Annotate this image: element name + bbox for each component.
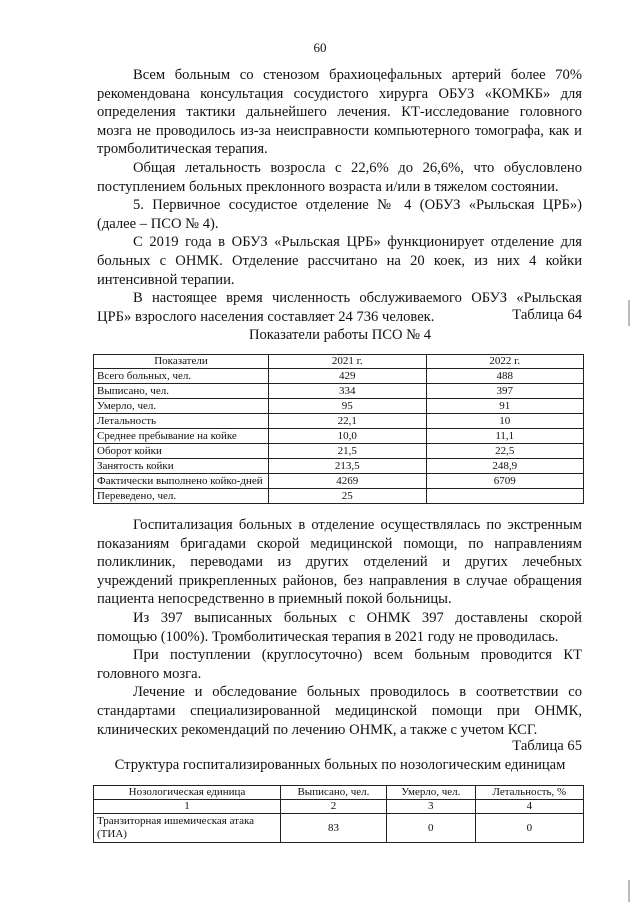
cell: Оборот койки bbox=[94, 444, 269, 459]
paragraph: Из 397 выписанных больных с ОНМК 397 доставлены скорой помощью (100%). Тромболитическая терапия в 2021 году не проводилась. bbox=[97, 609, 582, 645]
cell: 429 bbox=[269, 369, 427, 384]
paragraph: С 2019 года в ОБУЗ «Рыльская ЦРБ» функционирует отделение для больных с ОНМК. Отделение рассчитано на 20 коек, из них 4 койки интенсивной терапии. bbox=[97, 234, 582, 288]
page-number: 60 bbox=[313, 40, 327, 55]
cell: Выписано, чел. bbox=[94, 384, 269, 399]
table-row bbox=[94, 429, 584, 444]
cell: 334 bbox=[269, 384, 427, 399]
cell: Умерло, чел. bbox=[94, 399, 269, 414]
cell: 10,0 bbox=[269, 429, 427, 444]
cell: Всего больных, чел. bbox=[94, 369, 269, 384]
header-cell: 2022 г. bbox=[426, 355, 584, 369]
cell: 248,9 bbox=[426, 459, 584, 474]
paragraph: Всем больным со стенозом брахиоцефальных артерий более 70% рекомендована консультация сосудистого хирурга ОБУЗ «КОМКБ» для определения тактики дальнейшего лечения. КТ-исследование головного мозга не проводилось из-за неисправности компьютерного томографа, как и тромболитическая терапия. bbox=[97, 67, 582, 158]
cell: Среднее пребывание на койке bbox=[94, 429, 269, 444]
cell: 397 bbox=[426, 384, 584, 399]
table-header-row bbox=[94, 355, 584, 369]
cell: 22,5 bbox=[426, 444, 584, 459]
paragraph: При поступлении (круглосуточно) всем больным проводится КТ головного мозга. bbox=[97, 647, 582, 682]
header-cell: Нозологическая единица bbox=[94, 786, 281, 800]
text-block-middle bbox=[97, 516, 582, 739]
cell: 22,1 bbox=[269, 414, 427, 429]
paragraph: Лечение и обследование больных проводилось в соответствии со стандартами специализированной медицинской помощи при ОНМК, клинических рекомендаций по лечению ОНМК, а также с учетом КСГ. bbox=[97, 684, 582, 738]
header-cell: 2021 г. bbox=[269, 355, 427, 369]
paragraph: Общая летальность возросла с 22,6% до 26,6%, что обусловлено поступлением больных преклонного возраста и/или в тяжелом состоянии. bbox=[97, 159, 582, 195]
table-row bbox=[94, 399, 584, 414]
cell: 95 bbox=[269, 399, 427, 414]
cell: 2 bbox=[281, 800, 387, 814]
table-65-label: Таблица 65 bbox=[512, 738, 582, 754]
table-row bbox=[94, 489, 584, 504]
header-cell: Летальность, % bbox=[475, 786, 583, 800]
table-64 bbox=[93, 354, 584, 504]
cell: 1 bbox=[94, 800, 281, 814]
cell: 4269 bbox=[269, 474, 427, 489]
paragraph: 5. Первичное сосудистое отделение № 4 (ОБУЗ «Рыльская ЦРБ») (далее – ПСО № 4). bbox=[97, 197, 582, 232]
table-row bbox=[94, 459, 584, 474]
cell: 83 bbox=[281, 814, 387, 843]
header-cell: Выписано, чел. bbox=[281, 786, 387, 800]
cell: 213,5 bbox=[269, 459, 427, 474]
scan-margin-mark bbox=[628, 300, 630, 326]
table-64-title: Показатели работы ПСО № 4 bbox=[248, 327, 432, 343]
table-65 bbox=[93, 785, 584, 843]
table-row bbox=[94, 444, 584, 459]
table-row bbox=[94, 369, 584, 384]
table-row bbox=[94, 414, 584, 429]
scan-margin-mark bbox=[628, 880, 630, 902]
cell: 11,1 bbox=[426, 429, 584, 444]
table-64-label: Таблица 64 bbox=[512, 307, 582, 323]
cell: Занятость койки bbox=[94, 459, 269, 474]
paragraph: Госпитализация больных в отделение осуществлялась по экстренным показаниям бригадами скорой медицинской помощи, по направлениям поликлиник, переводами из других отделений и других лечебных учреждений прикрепленных районов, без направления в случае обращения пациента непосредственно в приемный покой больницы. bbox=[97, 517, 582, 608]
cell: 4 bbox=[475, 800, 583, 814]
cell: 0 bbox=[475, 814, 583, 843]
cell: 488 bbox=[426, 369, 584, 384]
cell: 25 bbox=[269, 489, 427, 504]
header-cell: Показатели bbox=[94, 355, 269, 369]
table-header-row bbox=[94, 786, 584, 800]
cell: 91 bbox=[426, 399, 584, 414]
table-row bbox=[94, 814, 584, 843]
text-block-top bbox=[97, 66, 582, 326]
table-row bbox=[94, 384, 584, 399]
cell: Транзиторная ишемическая атака (ТИА) bbox=[94, 814, 281, 843]
cell: 6709 bbox=[426, 474, 584, 489]
header-cell: Умерло, чел. bbox=[386, 786, 475, 800]
cell: Фактически выполнено койко-дней bbox=[94, 474, 269, 489]
cell: 10 bbox=[426, 414, 584, 429]
cell: Переведено, чел. bbox=[94, 489, 269, 504]
cell bbox=[426, 489, 584, 504]
table-row bbox=[94, 474, 584, 489]
paragraph: В настоящее время численность обслуживаемого ОБУЗ «Рыльская ЦРБ» взрослого населения составляет 24 736 человек. bbox=[97, 290, 582, 325]
table-number-row bbox=[94, 800, 584, 814]
cell: Летальность bbox=[94, 414, 269, 429]
table-65-title: Структура госпитализированных больных по нозологическим единицам bbox=[114, 757, 566, 773]
cell: 0 bbox=[386, 814, 475, 843]
cell: 3 bbox=[386, 800, 475, 814]
cell: 21,5 bbox=[269, 444, 427, 459]
